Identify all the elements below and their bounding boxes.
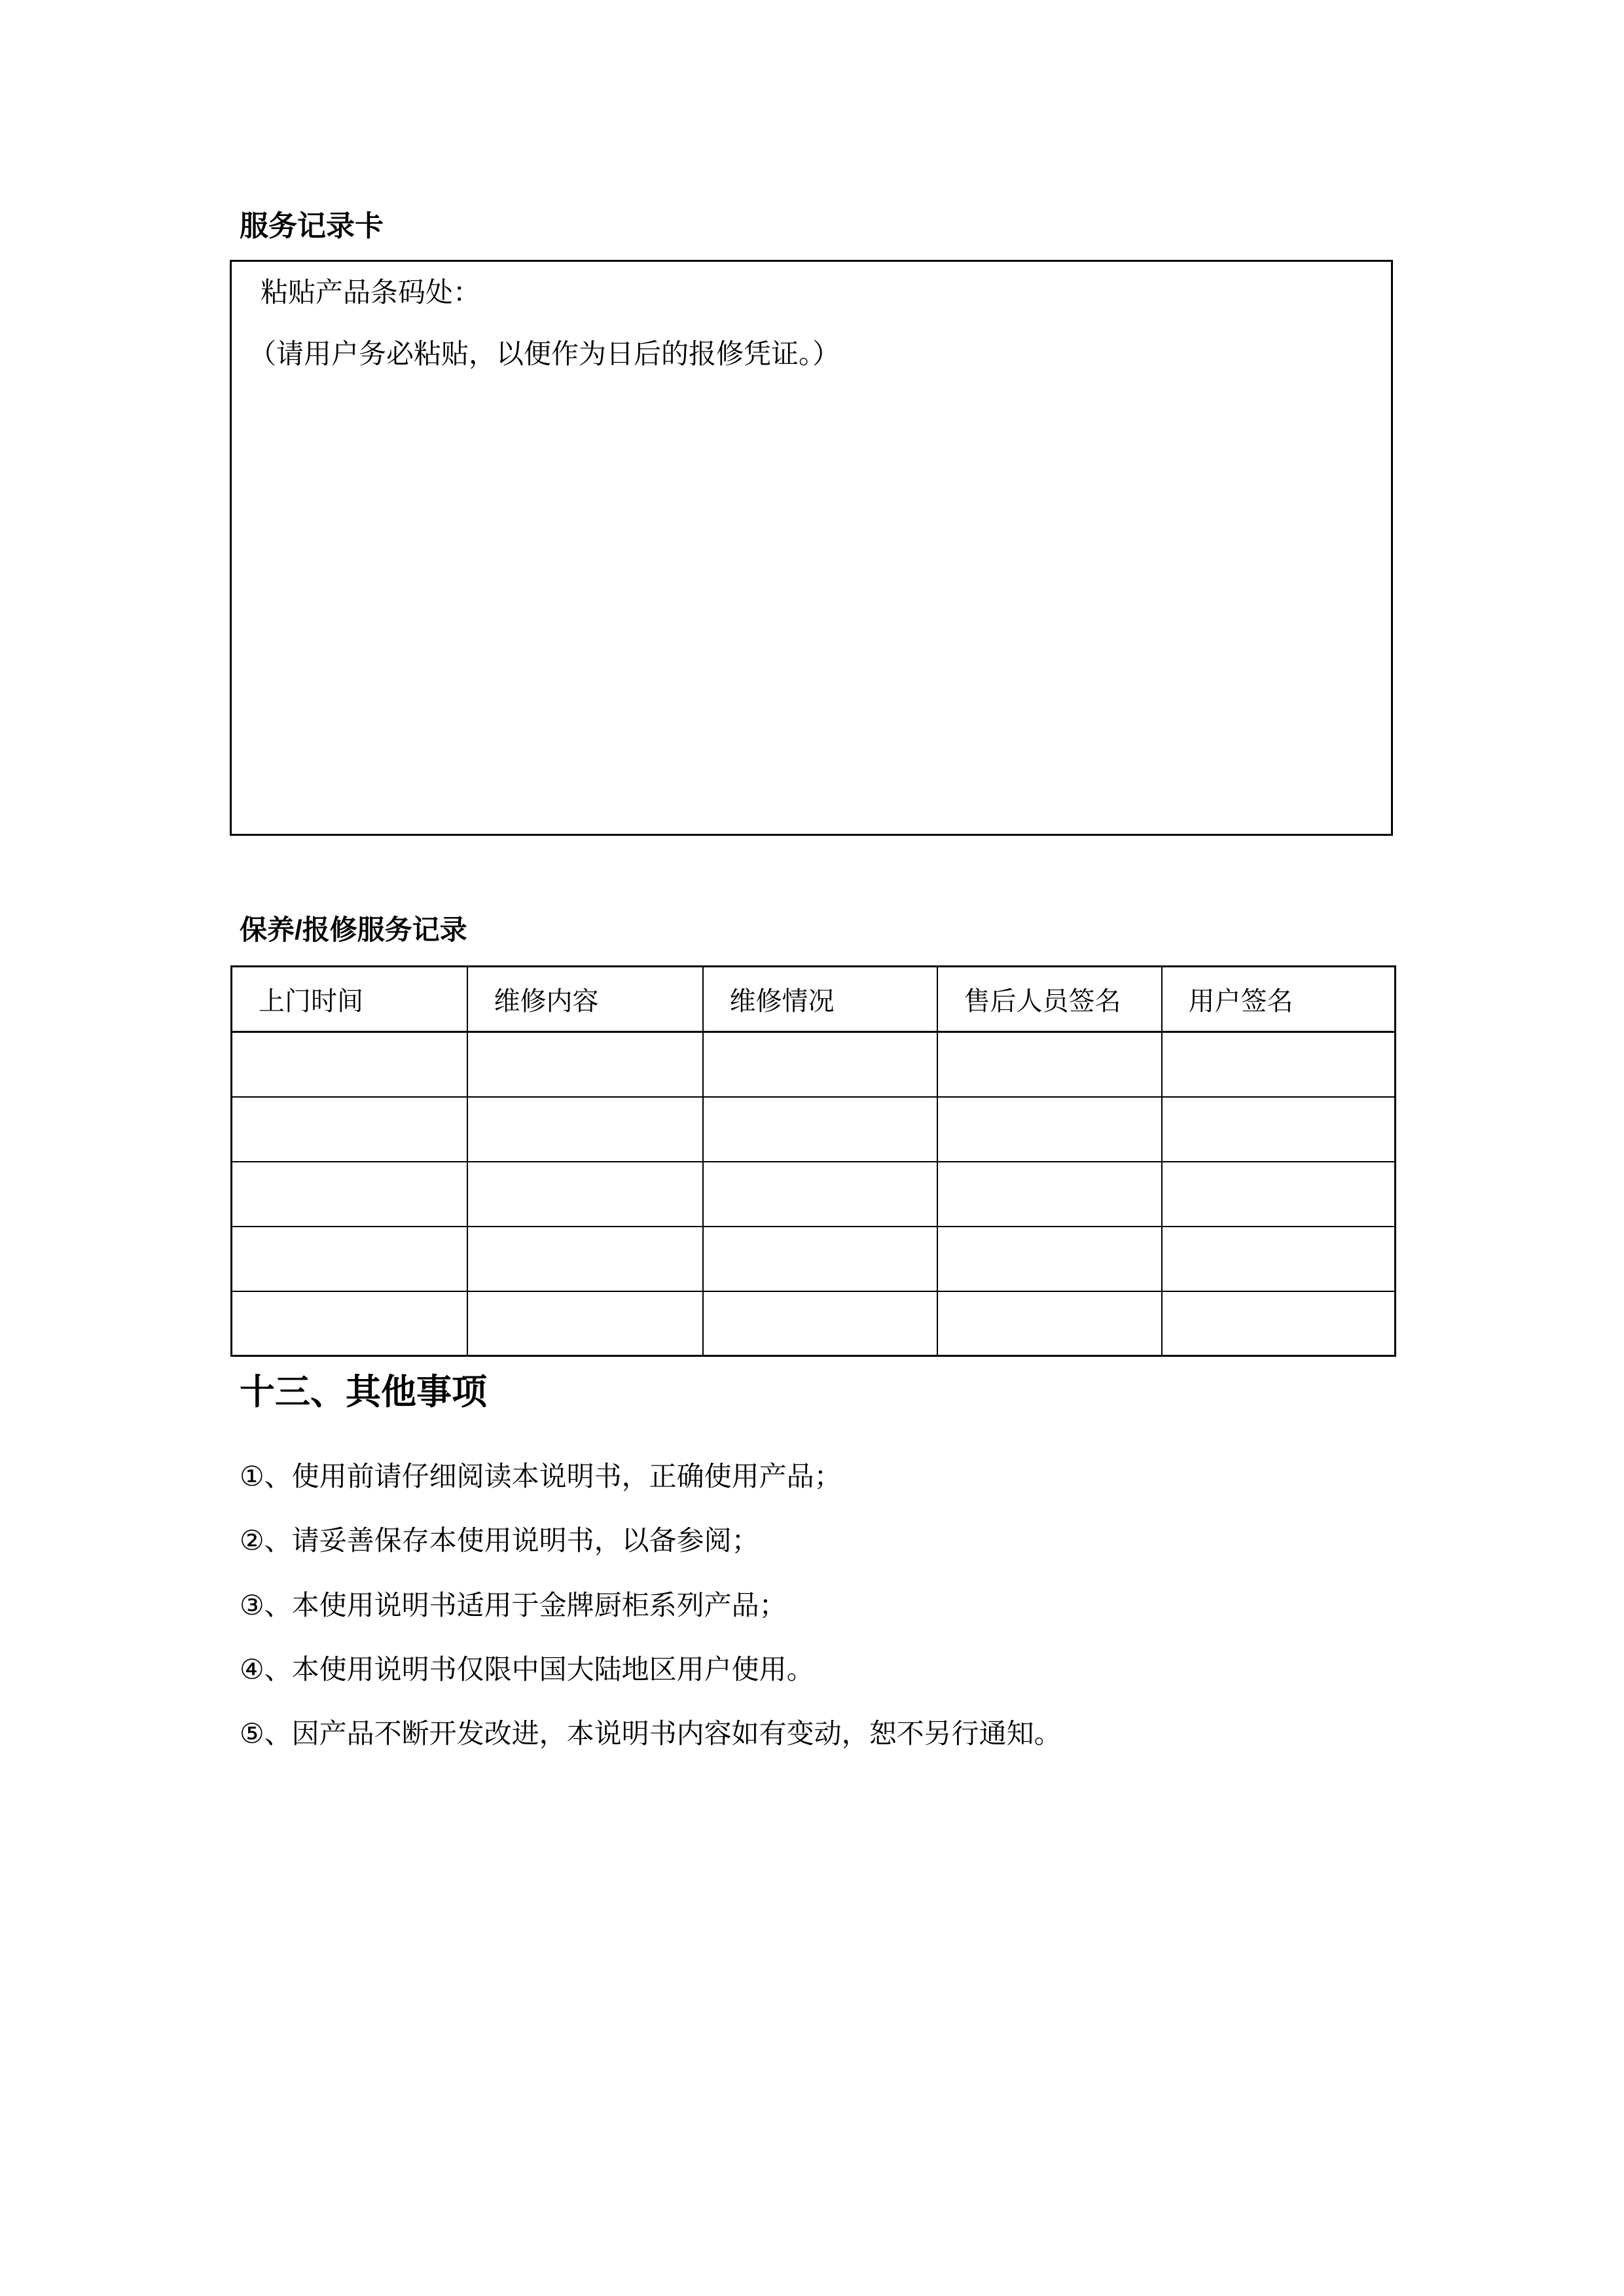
table-cell <box>232 1097 467 1162</box>
table-header-user-signature: 用户签名 <box>1162 967 1396 1032</box>
list-item: ①、使用前请仔细阅读本说明书，正确使用产品； <box>240 1461 842 1492</box>
service-card-title: 服务记录卡 <box>240 210 384 242</box>
table-row <box>232 1227 1396 1291</box>
table-cell <box>1162 1227 1396 1291</box>
table-cell <box>937 1032 1162 1097</box>
table-row <box>232 1162 1396 1227</box>
table-row <box>232 1291 1396 1356</box>
table-cell <box>937 1097 1162 1162</box>
list-item: ⑤、因产品不断开发改进，本说明书内容如有变动，恕不另行通知。 <box>240 1718 1062 1749</box>
table-header-repair-status: 维修情况 <box>703 967 937 1032</box>
table-cell <box>937 1291 1162 1356</box>
table-header-repair-content: 维修内容 <box>467 967 703 1032</box>
table-cell <box>703 1097 937 1162</box>
list-item: ②、请妥善保存本使用说明书，以备参阅； <box>240 1525 759 1556</box>
table-row <box>232 1032 1396 1097</box>
table-cell <box>232 1032 467 1097</box>
list-item: ③、本使用说明书适用于金牌厨柜系列产品； <box>240 1589 787 1621</box>
table-cell <box>937 1162 1162 1227</box>
table-row <box>232 1097 1396 1162</box>
table-cell <box>703 1227 937 1291</box>
maintenance-record-title: 保养/报修服务记录 <box>240 914 467 945</box>
table-cell <box>1162 1162 1396 1227</box>
table-header-row <box>232 967 1396 1032</box>
table-cell <box>232 1291 467 1356</box>
table-cell <box>703 1291 937 1356</box>
table-cell <box>703 1032 937 1097</box>
list-item: ④、本使用说明书仅限中国大陆地区用户使用。 <box>240 1653 814 1685</box>
table-cell <box>467 1097 703 1162</box>
table-cell <box>1162 1032 1396 1097</box>
table-cell <box>467 1162 703 1227</box>
table-cell <box>467 1032 703 1097</box>
other-matters-list <box>240 1461 1062 1782</box>
table-cell <box>703 1162 937 1227</box>
table-cell <box>232 1162 467 1227</box>
barcode-box-label: 粘贴产品条码处： <box>261 277 481 308</box>
barcode-paste-box <box>230 260 1393 836</box>
other-matters-title: 十三、其他事项 <box>240 1372 487 1412</box>
table-cell <box>467 1227 703 1291</box>
table-header-staff-signature: 售后人员签名 <box>937 967 1162 1032</box>
table-cell <box>937 1227 1162 1291</box>
table-cell <box>467 1291 703 1356</box>
maintenance-record-table <box>230 965 1396 1357</box>
table-cell <box>1162 1291 1396 1356</box>
barcode-box-note: （请用户务必粘贴，以便作为日后的报修凭证。） <box>249 338 840 369</box>
table-cell <box>232 1227 467 1291</box>
table-header-visit-time: 上门时间 <box>232 967 467 1032</box>
table-cell <box>1162 1097 1396 1162</box>
